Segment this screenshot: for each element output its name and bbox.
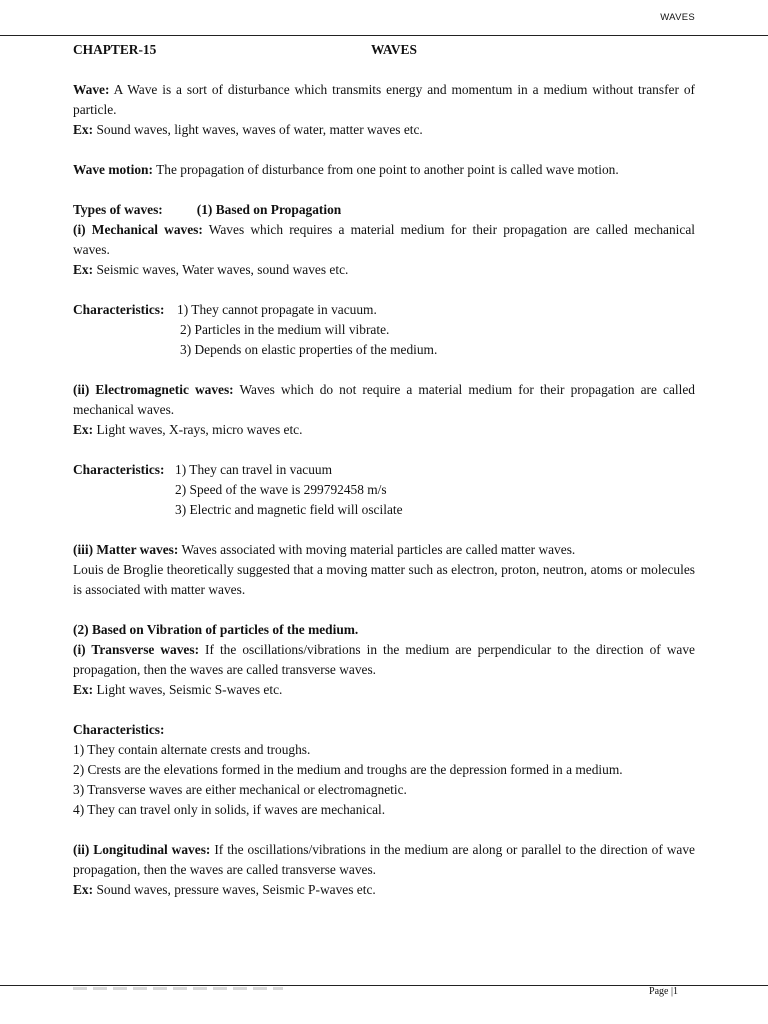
longitudinal-text: If the oscillations/vibrations in the medium are along or parallel to the direction of wave propagation, then the waves are called transverse waves. (73, 842, 696, 877)
mechanical-char-1: 1) They cannot propagate in vacuum. (177, 302, 377, 317)
electromagnetic-characteristics (73, 460, 695, 480)
transverse-example (73, 680, 695, 700)
types-label: Types of waves: (73, 202, 163, 217)
electromagnetic-char-3: 3) Electric and magnetic field will oscilate (175, 502, 403, 517)
types-heading (73, 200, 695, 220)
chapter-title-row (73, 40, 695, 60)
transverse-term: (i) Transverse waves: (73, 642, 200, 657)
wave-motion-term: Wave motion: (73, 162, 153, 177)
electromagnetic-term: (ii) Electromagnetic waves: (73, 382, 234, 397)
longitudinal-term: (ii) Longitudinal waves: (73, 842, 211, 857)
longitudinal-ex-text: Sound waves, pressure waves, Seismic P-waves etc. (96, 882, 376, 897)
transverse-ex-text: Light waves, Seismic S-waves etc. (96, 682, 283, 697)
electromagnetic-text: Waves which do not require a material medium for their propagation are called mechanical waves. (73, 382, 696, 417)
transverse-char-heading (73, 720, 695, 740)
longitudinal-example (73, 880, 695, 900)
vibration-heading (73, 620, 695, 640)
page-number (649, 986, 678, 997)
electromagnetic-ex-label: Ex: (73, 422, 94, 437)
chapter-title: WAVES (371, 42, 417, 57)
transverse-definition (73, 640, 695, 680)
footer-faded-text (73, 987, 283, 990)
wave-definition-text: A Wave is a sort of disturbance which transmits energy and momentum in a medium without transfer of particle. (73, 82, 695, 117)
page-content (73, 40, 695, 900)
wave-ex-text: Sound waves, light waves, waves of water, matter waves etc. (96, 122, 423, 137)
electromagnetic-example (73, 420, 695, 440)
transverse-char-2: 2) Crests are the elevations formed in the medium and troughs are the depression formed in a medium. (73, 762, 623, 777)
mechanical-ex-text: Seismic waves, Water waves, sound waves etc. (96, 262, 349, 277)
mechanical-char-3: 3) Depends on elastic properties of the medium. (180, 342, 438, 357)
electromagnetic-char-label: Characteristics: (73, 462, 165, 477)
mechanical-term: (i) Mechanical waves: (73, 222, 203, 237)
wave-definition (73, 80, 695, 120)
mechanical-characteristics (73, 300, 695, 320)
longitudinal-definition (73, 840, 695, 880)
transverse-char-label: Characteristics: (73, 722, 165, 737)
transverse-char-3: 3) Transverse waves are either mechanical or electromagnetic. (73, 782, 407, 797)
wave-term: Wave: (73, 82, 110, 97)
matter-term: (iii) Matter waves: (73, 542, 179, 557)
page-number-value: 1 (673, 986, 678, 997)
longitudinal-ex-label: Ex: (73, 882, 94, 897)
mechanical-char-2: 2) Particles in the medium will vibrate. (180, 322, 390, 337)
chapter-number: CHAPTER-15 (73, 42, 157, 57)
wave-motion-definition (73, 160, 695, 180)
mechanical-definition (73, 220, 695, 260)
matter-definition (73, 540, 695, 560)
wave-ex-label: Ex: (73, 122, 94, 137)
transverse-text: If the oscillations/vibrations in the medium are perpendicular to the direction of wave propagation, then the waves are called transverse waves. (73, 642, 695, 677)
page-prefix: Page | (649, 986, 673, 997)
wave-example (73, 120, 695, 140)
transverse-ex-label: Ex: (73, 682, 94, 697)
running-header: WAVES (660, 12, 695, 23)
electromagnetic-char-2: 2) Speed of the wave is 299792458 m/s (175, 482, 387, 497)
electromagnetic-ex-text: Light waves, X-rays, micro waves etc. (96, 422, 303, 437)
electromagnetic-char-1: 1) They can travel in vacuum (175, 462, 333, 477)
transverse-char-1: 1) They contain alternate crests and troughs. (73, 742, 311, 757)
mechanical-text: Waves which requires a material medium for their propagation are called mechanical waves. (73, 222, 695, 257)
propagation-heading: (1) Based on Propagation (196, 202, 342, 217)
wave-motion-text: The propagation of disturbance from one point to another point is called wave motion. (156, 162, 619, 177)
mechanical-ex-label: Ex: (73, 262, 94, 277)
electromagnetic-definition (73, 380, 695, 420)
header-rule (0, 35, 768, 36)
matter-text: Waves associated with moving material particles are called matter waves. (181, 542, 576, 557)
mechanical-char-label: Characteristics: (73, 302, 165, 317)
mechanical-example (73, 260, 695, 280)
vibration-heading-text: (2) Based on Vibration of particles of the medium. (73, 622, 359, 637)
transverse-char-4: 4) They can travel only in solids, if waves are mechanical. (73, 802, 386, 817)
matter-note: Louis de Broglie theoretically suggested that a moving matter such as electron, proton, neutron, atoms or molecules is associated with matter waves. (73, 562, 695, 597)
